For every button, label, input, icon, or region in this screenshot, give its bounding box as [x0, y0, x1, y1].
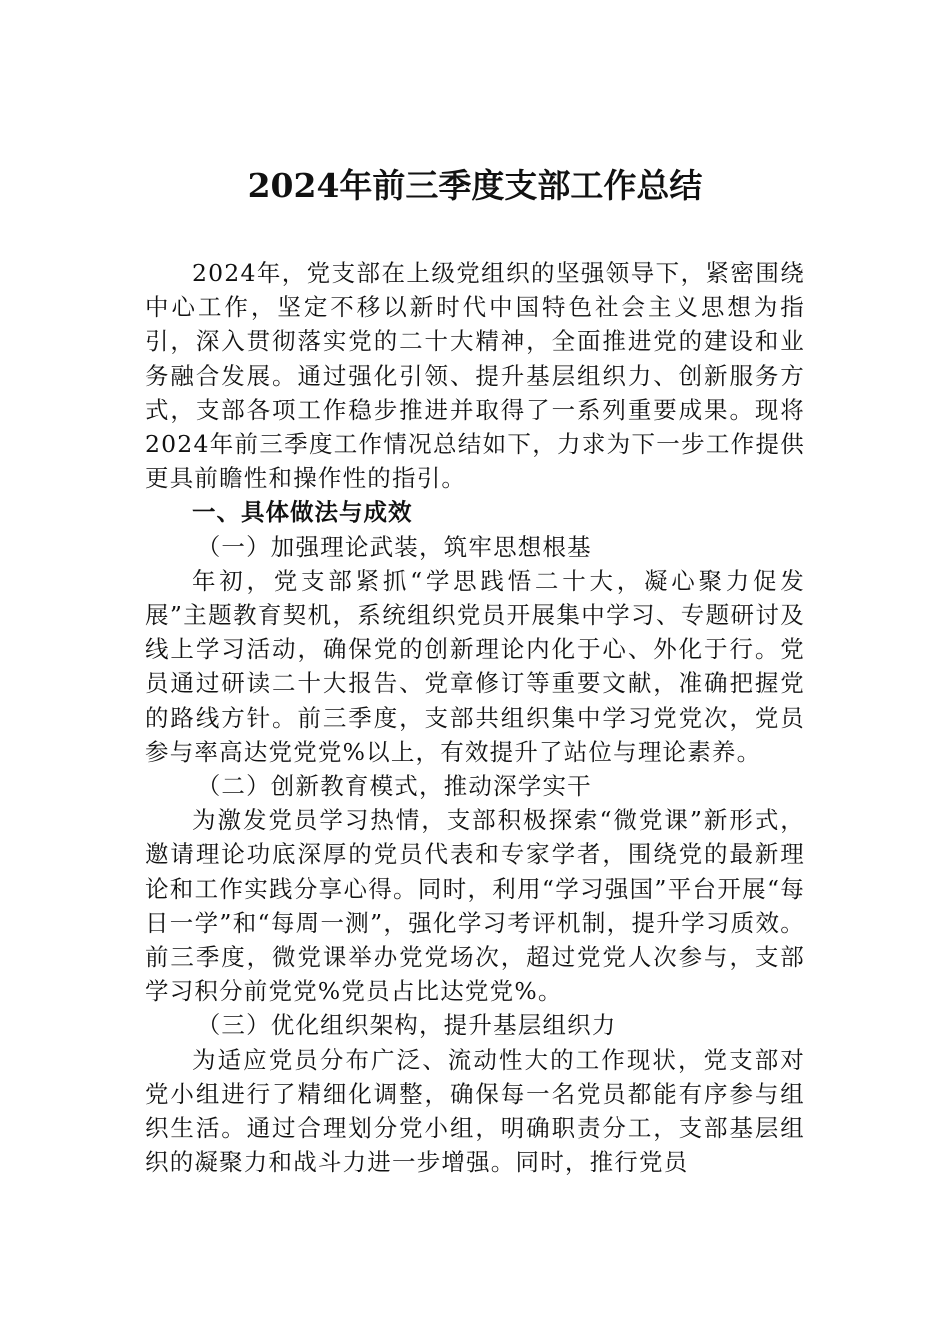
intro-paragraph: 2024年，党支部在上级党组织的坚强领导下，紧密围绕中心工作，坚定不移以新时代中国特色社会主义思想为指引，深入贯彻落实党的二十大精神，全面推进党的建设和业务融合发展。通过强化引领、提升基层组织力、创新服务方式，支部各项工作稳步推进并取得了一系列重要成果。现将2024年前三季度工作情况总结如下，力求为下一步工作提供更具前瞻性和操作性的指引。 [145, 259, 805, 493]
subsection-heading-2: （二）创新教育模式，推动深学实干 [196, 772, 592, 801]
subsection-heading-3: （三）优化组织架构，提升基层组织力 [196, 1011, 617, 1040]
subsection-heading-1: （一）加强理论武装，筑牢思想根基 [196, 532, 592, 561]
subsection-paragraph-2: 为激发党员学习热情，支部积极探索“微党课”新形式，邀请理论功底深厚的党员代表和专家学者，围绕党的最新理论和工作实践分享心得。同时，利用“学习强国”平台开展“每日一学”和“每周一测”，强化学习考评机制，提升学习质效。前三季度，微党课举办党党场次，超过党党人次参与，支部学习积分前党党%党员占比达党党%。 [145, 806, 805, 1006]
subsection-paragraph-1: 年初，党支部紧抓“学思践悟二十大，凝心聚力促发展”主题教育契机，系统组织党员开展集中学习、专题研讨及线上学习活动，确保党的创新理论内化于心、外化于行。党员通过研读二十大报告、党章修订等重要文献，准确把握党的路线方针。前三季度，支部共组织集中学习党党次，党员参与率高达党党党%以上，有效提升了站位与理论素养。 [145, 566, 805, 766]
document-body [145, 256, 805, 1179]
section-heading-1: 一、具体做法与成效 [192, 498, 413, 527]
document-title: 2024年前三季度支部工作总结 [247, 166, 703, 205]
subsection-paragraph-3: 为适应党员分布广泛、流动性大的工作现状，党支部对党小组进行了精细化调整，确保每一名党员都能有序参与组织生活。通过合理划分党小组，明确职责分工，支部基层组织的凝聚力和战斗力进一步增强。同时，推行党员 [145, 1045, 805, 1177]
